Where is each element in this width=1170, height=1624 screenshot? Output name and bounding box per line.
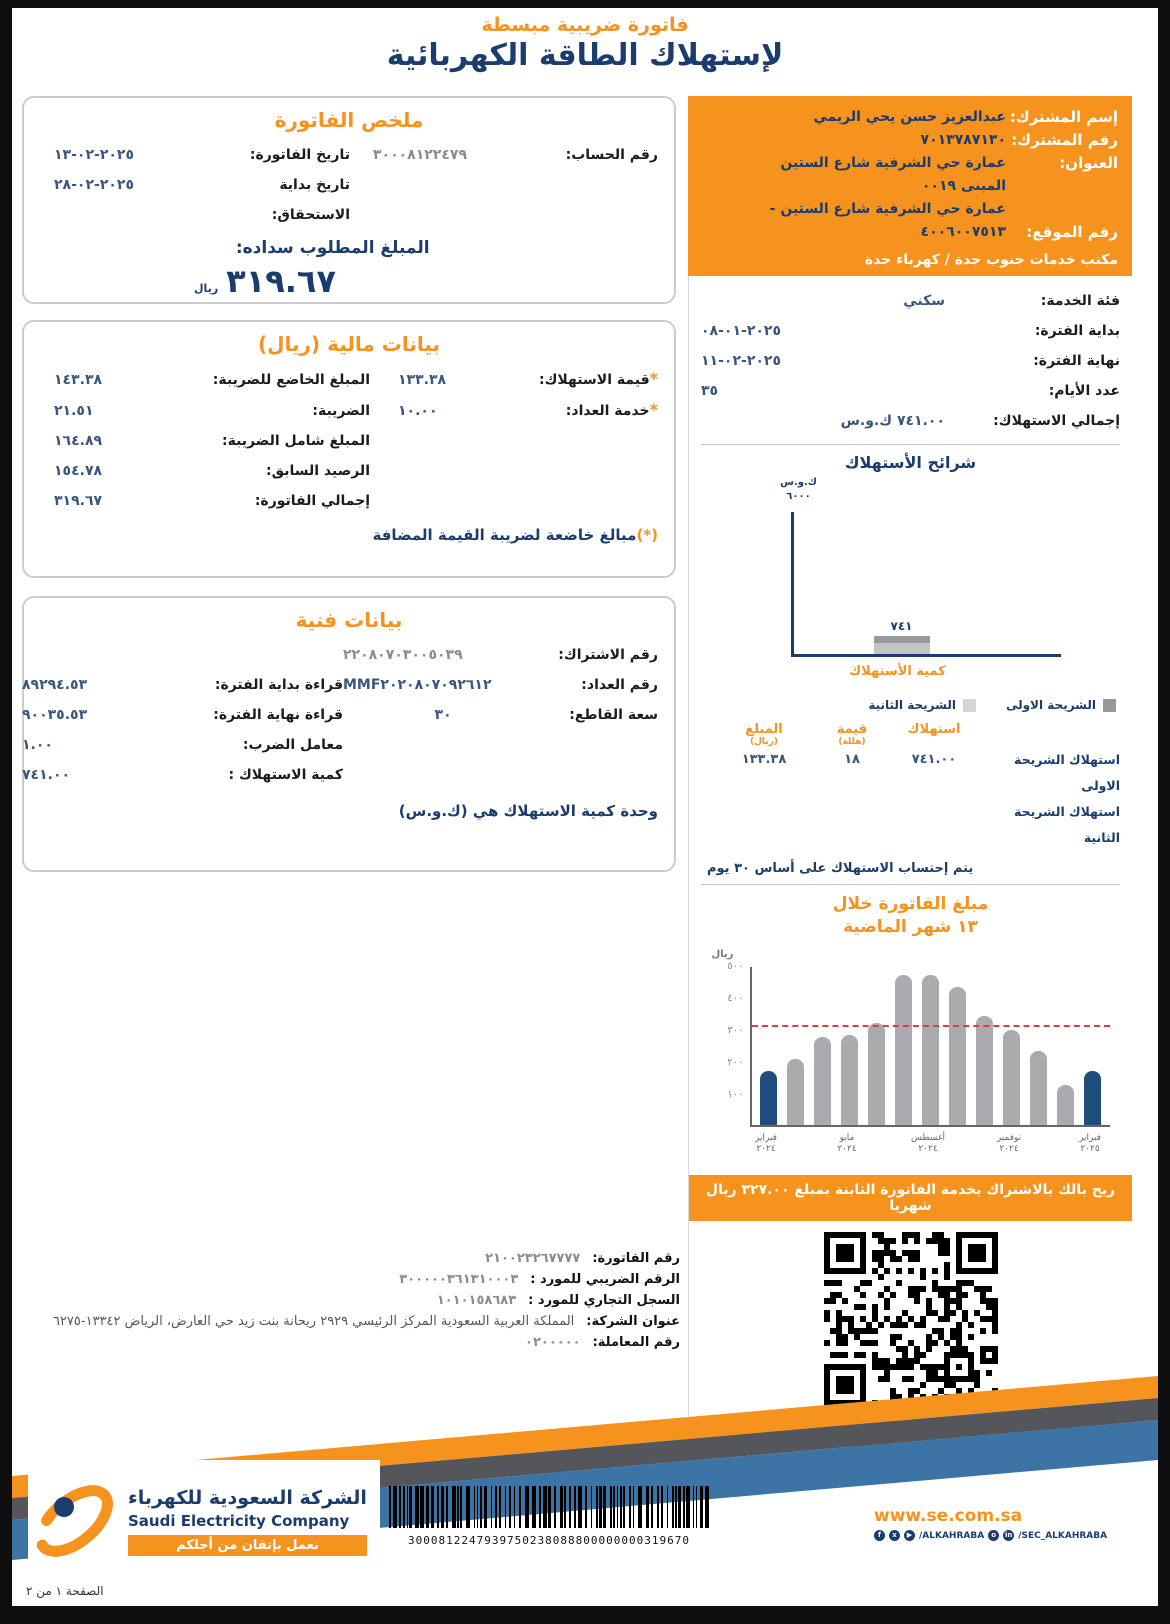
invoice-page <box>12 8 1158 1606</box>
meter-service-value: ١٠.٠٠ <box>398 403 438 419</box>
address-row-3 <box>702 198 1118 221</box>
history-y-tick: ٤٠٠ <box>727 993 744 1004</box>
summary-row-1 <box>40 140 658 170</box>
consumption-unit-note: وحدة كمية الاستهلاك هي (ك.و.س) <box>398 802 658 820</box>
vat-note-star: (*) <box>636 526 658 544</box>
youtube-icon: ▶ <box>904 1530 915 1541</box>
technical-row-2 <box>22 670 658 700</box>
website-block <box>874 1506 1124 1541</box>
legend-swatch <box>963 699 976 712</box>
technical-box-title: بيانات فنية <box>295 608 403 632</box>
financial-data-box <box>22 320 676 578</box>
history-chart <box>704 949 1118 1161</box>
tiers-table-header-empty <box>980 722 1120 747</box>
history-bar <box>760 1071 777 1125</box>
billing-history-section <box>701 893 1120 1161</box>
vat-value: ٢١.٥١ <box>54 403 94 419</box>
account-number-value: ٣٠٠٠٨١٢٢٤٧٩ <box>373 147 467 163</box>
address-row-2 <box>702 175 1118 198</box>
financial-row-4 <box>40 456 658 486</box>
site-number-label: رقم الموقع: <box>1026 223 1118 241</box>
legend-item-tier1 <box>1006 698 1116 712</box>
start-reading-label: قراءة بداية الفترة: <box>214 677 343 693</box>
consumption-cost-value: ١٣٣.٣٨ <box>398 372 447 388</box>
vat-label: الضريبة: <box>312 403 370 419</box>
invoice-number-value: ٢١٠٠٢٣٢٦٧٧٧٧ <box>485 1251 581 1266</box>
days-count-value: ٣٥ <box>701 383 719 399</box>
service-category-row <box>701 286 1120 316</box>
x-icon: x <box>889 1530 900 1541</box>
meter-service-label: خدمة العداد: <box>565 403 650 419</box>
tiers-y-max: ٦٠٠٠ <box>786 491 811 502</box>
customer-number-row <box>702 129 1118 152</box>
history-chart-title <box>701 893 1120 939</box>
vat-asterisk-icon: * <box>649 400 658 419</box>
company-name-arabic: الشركة السعودية للكهرباء <box>128 1486 367 1509</box>
invoice-number-row <box>20 1248 680 1269</box>
customer-info-box <box>688 96 1132 276</box>
history-bar <box>814 1037 831 1125</box>
history-x-tick: فبراير ٢٠٢٥ <box>1079 1133 1101 1154</box>
history-x-tick: أغسطس ٢٠٢٤ <box>910 1133 946 1154</box>
history-x-tick: فبراير ٢٠٢٤ <box>755 1133 777 1154</box>
taxable-amount-label: المبلغ الخاضع للضريبة: <box>212 372 370 388</box>
tier1-row-label: استهلاك الشريحة الاولى <box>1014 752 1120 793</box>
previous-balance-label: الرصيد السابق: <box>265 463 370 479</box>
average-reference-line <box>752 1025 1110 1027</box>
invoice-title: لإستهلاك الطاقة الكهربائية <box>386 38 784 73</box>
barcode-number: 3000812247939750238088800000000319670 <box>407 1534 691 1547</box>
tiers-x-axis-label: كمية الأستهلاك <box>849 664 946 679</box>
invoice-total-label: إجمالي الفاتورة: <box>254 493 370 509</box>
end-reading-value: ٩٠٠٣٥.٥٣ <box>22 707 88 723</box>
tier1-rate: ١٨ <box>844 752 860 767</box>
fixed-billing-banner: ريح بالك بالاشتراك بخدمة الفاتورة الثابتة بمبلغ ٣٢٧.٠٠ ريال شهريا <box>689 1175 1132 1221</box>
technical-row-5 <box>22 760 658 790</box>
tier2-row-label: استهلاك الشريحة الثانية <box>1014 804 1120 845</box>
tier-bar <box>874 636 930 654</box>
history-bar <box>976 1016 993 1125</box>
site-number-row <box>702 221 1118 244</box>
company-address-row <box>20 1311 680 1332</box>
transaction-number-row <box>20 1332 680 1353</box>
history-bar <box>841 1035 858 1125</box>
total-consumption-value <box>701 406 945 436</box>
website-url: www.se.com.sa <box>874 1506 1023 1526</box>
due-date-label: تاريخ بداية الاستحقاق: <box>271 177 350 223</box>
technical-data-box <box>22 596 676 872</box>
invoice-subtitle: فاتورة ضريبية مبسطة <box>481 14 689 36</box>
service-category-label: فئة الخدمة: <box>1040 293 1120 309</box>
technical-row-1 <box>40 640 658 670</box>
meter-number-value: MMF٢٠٢٠٨٠٧٠٩٢٦١٢ <box>343 677 492 693</box>
vat-asterisk-icon: * <box>649 369 658 388</box>
vat-number-label: الرقم الضريبي للمورد : <box>530 1272 680 1287</box>
supplier-info <box>20 1248 680 1353</box>
service-office-line: مكتب خدمات جنوب جدة / كهرباء جدة <box>864 252 1118 268</box>
total-consumption-row <box>701 406 1120 436</box>
period-start-value: ٢٠٢٥-٠١-٠٨ <box>701 323 781 339</box>
address-row-1 <box>702 152 1118 175</box>
account-number-label: رقم الحساب: <box>565 147 658 163</box>
social-handle-2: /SEC_ALKAHRABA <box>1018 1530 1108 1541</box>
consumption-tiers-section <box>701 453 1120 876</box>
summary-box-title: ملخص الفاتورة <box>274 108 424 132</box>
financial-row-2 <box>40 395 658 426</box>
divider <box>701 444 1120 445</box>
summary-row-2 <box>40 170 658 230</box>
barcode <box>389 1513 709 1532</box>
days-count-row <box>701 376 1120 406</box>
period-end-value: ٢٠٢٥-٠٢-١١ <box>701 353 781 369</box>
start-reading-value: ٨٩٢٩٤.٥٣ <box>22 677 88 693</box>
legend-item-tier2 <box>868 698 976 712</box>
legend-swatch <box>1103 699 1116 712</box>
tier1-consumption: ٧٤١.٠٠ <box>911 752 957 767</box>
site-number-value: ٤٠٠٦٠٠٧٥١٣ <box>920 224 1006 240</box>
tiers-chart <box>741 477 1081 688</box>
history-bar <box>1030 1051 1047 1125</box>
tiers-y-axis-label <box>769 476 829 504</box>
total-with-vat-value: ١٦٤.٨٩ <box>54 433 103 449</box>
address-line-1: عمارة حي الشرفية شارع الستين <box>780 155 1006 171</box>
company-tagline: نعمل بإتقان من أجلكم <box>128 1535 367 1556</box>
financial-box-title: بيانات مالية (ريال) <box>257 332 441 356</box>
history-bar <box>895 975 912 1125</box>
right-column <box>688 96 1132 1447</box>
history-title-line1: مبلغ الفاتورة خلال <box>832 894 989 914</box>
company-address-label: عنوان الشركة: <box>586 1314 680 1329</box>
consumption-quantity-label: كمية الاستهلاك : <box>228 767 343 783</box>
social-handle-1: /ALKAHRABA <box>919 1530 985 1541</box>
address-label: العنوان: <box>1059 154 1118 172</box>
cr-number-value: ١٠١٠١٥٨٦٨٣ <box>436 1293 517 1308</box>
facebook-icon: f <box>874 1530 885 1541</box>
tiers-plot-area <box>791 512 1061 657</box>
history-y-tick: ٥٠٠ <box>727 961 744 972</box>
breaker-capacity-label: سعة القاطع: <box>569 707 658 723</box>
period-end-label: نهاية الفترة: <box>1033 353 1120 369</box>
history-bar <box>1084 1071 1101 1125</box>
amount-due-row <box>40 262 658 300</box>
history-y-axis-label: ريال <box>711 949 734 960</box>
service-category-value: سكني <box>903 293 945 309</box>
tiers-y-unit: ك.و.س <box>780 477 817 488</box>
cr-number-row <box>20 1290 680 1311</box>
technical-row-4 <box>22 730 658 760</box>
currency-label: ريال <box>194 282 219 295</box>
subscription-number-value: ٢٢٠٨٠٧٠٣٠٠٥٠٣٩ <box>343 647 463 663</box>
invoice-date-value: ٢٠٢٥-٠٢-١٣ <box>54 147 134 163</box>
customer-name-label: إسم المشترك: <box>1009 108 1118 126</box>
company-name-english: Saudi Electricity Company <box>128 1511 350 1530</box>
tiers-note: يتم إحتساب الاستهلاك على أساس ٣٠ يوم <box>707 861 974 876</box>
financial-row-3 <box>40 426 658 456</box>
consumption-cost-label: قيمة الاستهلاك: <box>538 372 650 388</box>
tiers-table-header-rate: قيمة (هللة) <box>836 722 868 747</box>
multiplier-label: معامل الضرب: <box>242 737 343 753</box>
cr-number-label: السجل التجاري للمورد : <box>528 1293 680 1308</box>
history-bar <box>949 987 966 1125</box>
history-bar <box>868 1023 885 1125</box>
total-consumption-unit: ك.و.س <box>840 413 893 429</box>
transaction-number-value: ٠٢٠٠٠٠٠ <box>525 1335 581 1350</box>
history-x-tick: نوفمبر ٢٠٢٤ <box>996 1133 1022 1154</box>
invoice-total-value: ٣١٩.٦٧ <box>54 493 103 509</box>
invoice-number-label: رقم الفاتورة: <box>592 1251 680 1266</box>
technical-row-3 <box>22 700 658 730</box>
address-line-3: عمارة حي الشرفية شارع الستين - <box>769 201 1006 217</box>
amount-due-label: المبلغ المطلوب سداده: <box>235 238 430 258</box>
invoice-header <box>12 14 1158 73</box>
period-start-label: بداية الفترة: <box>1034 323 1120 339</box>
divider <box>701 884 1120 885</box>
company-name-block <box>128 1487 367 1556</box>
instagram-icon: o <box>988 1530 999 1541</box>
linkedin-icon: in <box>1004 1531 1013 1539</box>
consumption-quantity-value: ٧٤١.٠٠ <box>22 767 71 783</box>
tiers-table-header-amount: المبلغ (ريال) <box>745 722 783 747</box>
tiers-chart-title: شرائح الأستهلاك <box>844 453 977 472</box>
period-end-row <box>701 346 1120 376</box>
vat-note-text: مبالغ خاضعة لضريبة القيمة المضافة <box>372 526 637 544</box>
legend-label-tier2: الشريحة الثانية <box>868 698 956 712</box>
end-reading-label: قراءة نهاية الفترة: <box>213 707 343 723</box>
history-y-tick: ٢٠٠ <box>727 1057 744 1068</box>
vat-note <box>40 526 658 544</box>
breaker-capacity-value: ٣٠ <box>434 707 452 723</box>
tier1-amount: ١٣٣.٣٨ <box>741 752 787 767</box>
history-title-line2: ١٣ شهر الماضية <box>843 917 978 937</box>
tiers-table <box>701 722 1120 851</box>
total-consumption-number: ٧٤١.٠٠ <box>896 413 945 429</box>
tier2-amount <box>712 799 816 851</box>
company-address-value: المملكة العربية السعودية المركز الرئيسي ٢٩٢٩ ريحانة بنت زيد حي العارض، الرياض ١٣٣٤٢-٦٢٧٥ <box>52 1314 575 1329</box>
tiers-legend <box>701 698 1116 712</box>
meter-number-label: رقم العداد: <box>581 677 658 693</box>
legend-label-tier1: الشريحة الاولى <box>1005 698 1096 712</box>
financial-row-1 <box>40 364 658 395</box>
tier-bar-value: ٧٤١ <box>890 619 913 633</box>
total-with-vat-label: المبلغ شامل الضريبة: <box>222 433 370 449</box>
days-count-label: عدد الأيام: <box>1048 383 1120 399</box>
address-line-2: المبنى ٠٠١٩ <box>921 178 1006 194</box>
tier2-consumption <box>888 799 980 851</box>
page-indicator: الصفحة ١ من ٢ <box>26 1584 104 1598</box>
customer-name-row <box>702 106 1118 129</box>
period-start-row <box>701 316 1120 346</box>
transaction-number-label: رقم المعاملة: <box>592 1335 680 1350</box>
history-bar <box>922 975 939 1125</box>
history-bar <box>1057 1085 1074 1125</box>
company-logo-block <box>28 1460 380 1582</box>
customer-name-value: عبدالعزيز حسن يحي الريمي <box>813 109 1006 125</box>
customer-number-value: ٧٠١٣٧٨٧١٣٠ <box>920 132 1006 148</box>
right-column-lower <box>688 276 1132 1447</box>
vat-number-row <box>20 1269 680 1290</box>
amount-due-label-row <box>40 238 658 258</box>
customer-number-label: رقم المشترك: <box>1011 131 1118 149</box>
total-consumption-label: إجمالي الاستهلاك: <box>993 413 1120 429</box>
history-y-tick: ٣٠٠ <box>727 1025 744 1036</box>
history-bar <box>787 1059 804 1125</box>
financial-row-5 <box>40 486 658 516</box>
history-plot <box>750 967 1110 1127</box>
service-info <box>701 286 1120 436</box>
tiers-table-header-consumption: استهلاك <box>907 722 961 737</box>
history-y-tick: ١٠٠ <box>727 1089 744 1100</box>
taxable-amount-value: ١٤٣.٣٨ <box>54 372 103 388</box>
history-bar <box>1003 1030 1020 1125</box>
subscription-number-label: رقم الاشتراك: <box>558 647 658 663</box>
invoice-date-label: تاريخ الفاتورة: <box>249 147 350 163</box>
history-x-tick: مايو ٢٠٢٤ <box>837 1133 857 1154</box>
multiplier-value: ١.٠٠ <box>22 737 53 753</box>
vat-number-value: ٣٠٠٠٠٠٣٦١٣١٠٠٠٣ <box>399 1272 519 1287</box>
previous-balance-value: ١٥٤.٧٨ <box>54 463 103 479</box>
invoice-summary-box <box>22 96 676 304</box>
tier2-rate <box>816 799 888 851</box>
social-row <box>874 1530 1124 1541</box>
amount-due-value: ٣١٩.٦٧ <box>226 262 336 300</box>
sec-logo-icon <box>28 1473 120 1569</box>
due-date-value: ٢٠٢٥-٠٢-٢٨ <box>54 177 134 193</box>
barcode-block <box>384 1486 714 1547</box>
